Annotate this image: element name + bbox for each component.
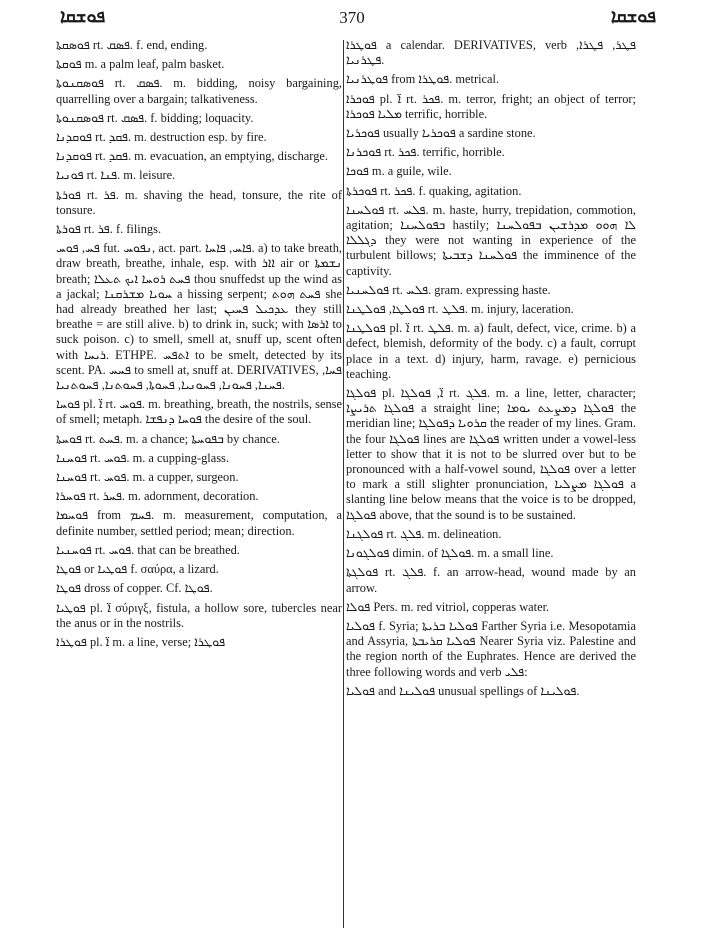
dictionary-entry: ܦܘܛܪܐ pl. ܐ̈ m. a line, verse; ܦܘܛܪܐ	[56, 634, 226, 649]
dictionary-entry: ܦܘܟܪܢܐ rt. ܦܟܪ. terrific, horrible.	[346, 145, 505, 160]
dictionary-entry: ܦܘܠܛܢܐ pl. ܐ̈ rt. ܦܠܛ. m. a) fault, defect, vice, crime. b) a defect, blemish, deformity of the body. c) a fault, corrupt place in a text. d) injury, harm, ravage. e) pernicious teaching.	[346, 321, 636, 381]
header-right-word: ܦܘܫܩܐ	[610, 6, 656, 27]
dictionary-entry: ܦܘܚܢܝܐ rt. ܦܘܚ. that can be breathed.	[56, 542, 240, 557]
dictionary-entry: ܦܘܠܓܢܐ rt. ܦܠܓ. m. delineation.	[346, 526, 502, 541]
page-header	[0, 0, 704, 40]
dictionary-entry: ܦܘܠܝܐ and ܦܘܠܝܢܐ unusual spellings of ܦܘܠܝܢܐ.	[346, 683, 580, 698]
dictionary-entry: ܦܘܚܐ pl. ܐ̈ rt. ܦܘܚ. m. breathing, breath, the nostrils, sense of smell; metaph. ܦܘܚܐ ܕܢܦܫܐ the desire of the soul.	[56, 397, 342, 427]
dictionary-entry: ܦܘܣܩܢܘܬܐ rt. ܦܣܩ. f. bidding; loquacity.	[56, 110, 254, 125]
dictionary-entry: ܦܘܚܪܐ rt. ܦܚܪ. m. adornment, decoration.	[56, 489, 259, 504]
dictionary-entry: ܦܘܛܝܐ pl. ܐ̈ σύριγξ, fistula, a hollow sore, tubercles near the anus or in the nostrils.	[56, 600, 342, 630]
dictionary-entry: ܦܘܠܝܐ f. Syria; ܦܘܠܝܐ ܒܪܝܬܐ Farther Syria i.e. Mesopotamia and Assyria, ܦܘܠܝܐ ܩܪܝܒܬܐ Nearer Syria viz. Palestine and the region north of the Euphrates. Hence are derived the three following words and verb ܦܠܝ:	[346, 618, 637, 679]
column-divider	[343, 40, 344, 928]
dictionary-entry: ܦܘܠܓܐ pl. ܐ̈, ܦܘܠܓܐ rt. ܦܠܓ. m. a line, letter, character; ܦܘܠܓܐ ܬܪܝܨܐ a straight line; ܦܘܠܓܐ ܕܡܨܥܬ ܝܘܡܐ the meridian line; ܩܪܘܝܐ ܕܦܘܠܓܐ the reader of my lines. Gram. the four ܦܘܠܓܐ lines are ܦܘܠܓܐ written under a vowel-less letter to show that it is not to be slurred over but to be pronounced with a half-vowel sound, ܦܘܠܓܐ over a letter to mark a still slighter pronunciation, ܦܘܠܓܐ ܡܨܠܝܐ a slanting line below means that the voice is to be dropped, ܦܘܠܓܐ above, that the sound is to be sustained.	[346, 386, 636, 522]
dictionary-entry: ܦܚ, ܦܘܚ fut. ܢܦܘܚ, act. part. ܦܐܚ, ܦܐܚܐ. a) to take breath, draw breath, breathe, inhale, esp. with ܐܐܪ air or ܢܫܡܬܐ breath; ܦܚܬ ܪܘܚܐ ܐܝܟ ܬܥܠܐ thou snuffedst up the wind as a jackal; ܚܘܝܐ ܡܫܪܩܢܐ a hissing serpent; ܦܚܬ ܗܘܬ she had already breathed her last; ܥܕܟܝܠ ܦܚܝܢ they still breathe = are still alive. b) to drink in, suck; with ܐܪܣܐ to suck poison. c) to smell, smell at, snuff up, scent often with ܪܝܚܐ. ETHPE. ܐܬܦܚ to be smelt, detected by its scent. PA. ܦܚܚ to smell at, snuff at. DERIVATIVES, ܦܚܐ, ܦܚܢܐ, ܦܚܘܢܐ, ܦܚܘܢܝܐ, ܦܚܘܬܐ, ܦܚܘܬܢܐ, ܦܚܘܬܢܝܐ.	[56, 241, 343, 393]
dictionary-entry: ܦܘܟܪܝܐ usually ܦܘܟܪܝܐ a sardine stone.	[346, 126, 536, 141]
dictionary-entry: ܦܘܠܚܢܐ rt. ܦܠܚ. m. haste, hurry, trepidation, commotion, agitation; ܒܦܘܠܚܢܐ hastily; ܠܐ ܗܘܘ ܡܕܪܫܝܢ ܒܦܘܠܚܢܐ ܕܓܠܠܐ they were not wanting in experience of the turbulent billows; ܦܘܠܚܢܐ ܕܫܒܝܬܐ the imminence of the captivity.	[346, 202, 636, 278]
dictionary-entry: ܦܘܠܓܘܢܐ dimin. of ܦܘܠܓܐ. m. a small line.	[346, 546, 554, 561]
dictionary-entry: ܦܘܪܬܐ rt. ܦܪ. f. filings.	[56, 222, 162, 237]
dictionary-entry: ܦܘܩܕܢܐ rt. ܦܩܕ. m. destruction esp. by fire.	[56, 130, 267, 145]
dictionary-entry: ܦܘܠܛܐ, ܦܘܠܛܢܐ rt. ܦܠܛ. m. injury, laceration.	[346, 302, 574, 317]
dictionary-entry: ܦܘܚܢܐ rt. ܦܘܚ. m. a cupping-glass.	[56, 450, 229, 465]
dictionary-entry: ܦܘܣܩܢܘܬܐ rt. ܦܣܩ. m. bidding, noisy bargaining, quarrelling over a bargain; talkativeness.	[56, 76, 342, 106]
left-column	[56, 38, 342, 929]
page-number: 370	[339, 8, 365, 27]
dictionary-entry: ܦܘܣܩܬܐ rt. ܦܣܩ. f. end, ending.	[56, 38, 208, 52]
dictionary-entry: ܦܘܠܓܬܐ rt. ܦܠܓ. f. an arrow-head, wound made by an arrow.	[346, 565, 636, 595]
dictionary-entry: ܦܘܩܕܢܐ rt. ܦܩܕ. m. evacuation, an emptying, discharge.	[56, 149, 328, 164]
dictionary-entry: ܦܘܠܐ Pers. m. red vitriol, copperas water.	[346, 599, 550, 614]
dictionary-entry: ܦܘܠܚܢܝܐ rt. ܦܠܚ. gram. expressing haste.	[346, 282, 551, 297]
dictionary-entry: ܦܘܟܪܐ pl. ܐ̈ rt. ܦܟܪ. m. terror, fright; an object of terror; ܡܠܝܐ ܦܘܟܪܐ terrific, horrible.	[346, 91, 636, 121]
dictionary-entry: ܦܘܛܪܐ a calendar. DERIVATIVES, verb ܦܛܪ, ܦܛܪܐ, ܦܛܪܢܝܐ.	[346, 38, 636, 68]
dictionary-entry: ܦܘܛܪܢܝܐ from ܦܘܛܪܐ. metrical.	[346, 72, 500, 87]
dictionary-entry: ܦܘܛܐ or ܦܘܛܝܐ f. σαύρα, a lizard.	[56, 562, 219, 577]
dictionary-entry: ܦܘܩܬܐ m. a palm leaf, palm basket.	[56, 57, 225, 72]
dictionary-entry: ܦܘܪܬܐ rt. ܦܪ. m. shaving the head, tonsure, the rite of tonsure.	[56, 187, 342, 217]
dictionary-entry: ܦܘܚܡܐ from ܦܚܡ. m. measurement, computation, a definite number, settled period; mean; direction.	[56, 508, 342, 538]
header-left-word: ܦܘܫܩܐ	[60, 6, 106, 27]
dictionary-entry: ܦܘܚܢܐ rt. ܦܘܚ. m. a cupper, surgeon.	[56, 470, 239, 485]
dictionary-entry: ܦܘܟܐ m. a guile, wile.	[346, 164, 452, 179]
dictionary-entry: ܦܘܛܐ dross of copper. Cf. ܦܘܛܐ.	[56, 581, 213, 596]
dictionary-entry: ܦܘܢܝܐ rt. ܦܢܐ. m. leisure.	[56, 168, 176, 183]
dictionary-entry: ܦܘܚܬܐ rt. ܦܚܬ. m. a chance; ܒܦܘܚܬܐ by chance.	[56, 431, 280, 446]
right-column	[346, 38, 636, 929]
dictionary-entry: ܦܘܟܪܬܐ rt. ܦܟܪ. f. quaking, agitation.	[346, 183, 522, 198]
